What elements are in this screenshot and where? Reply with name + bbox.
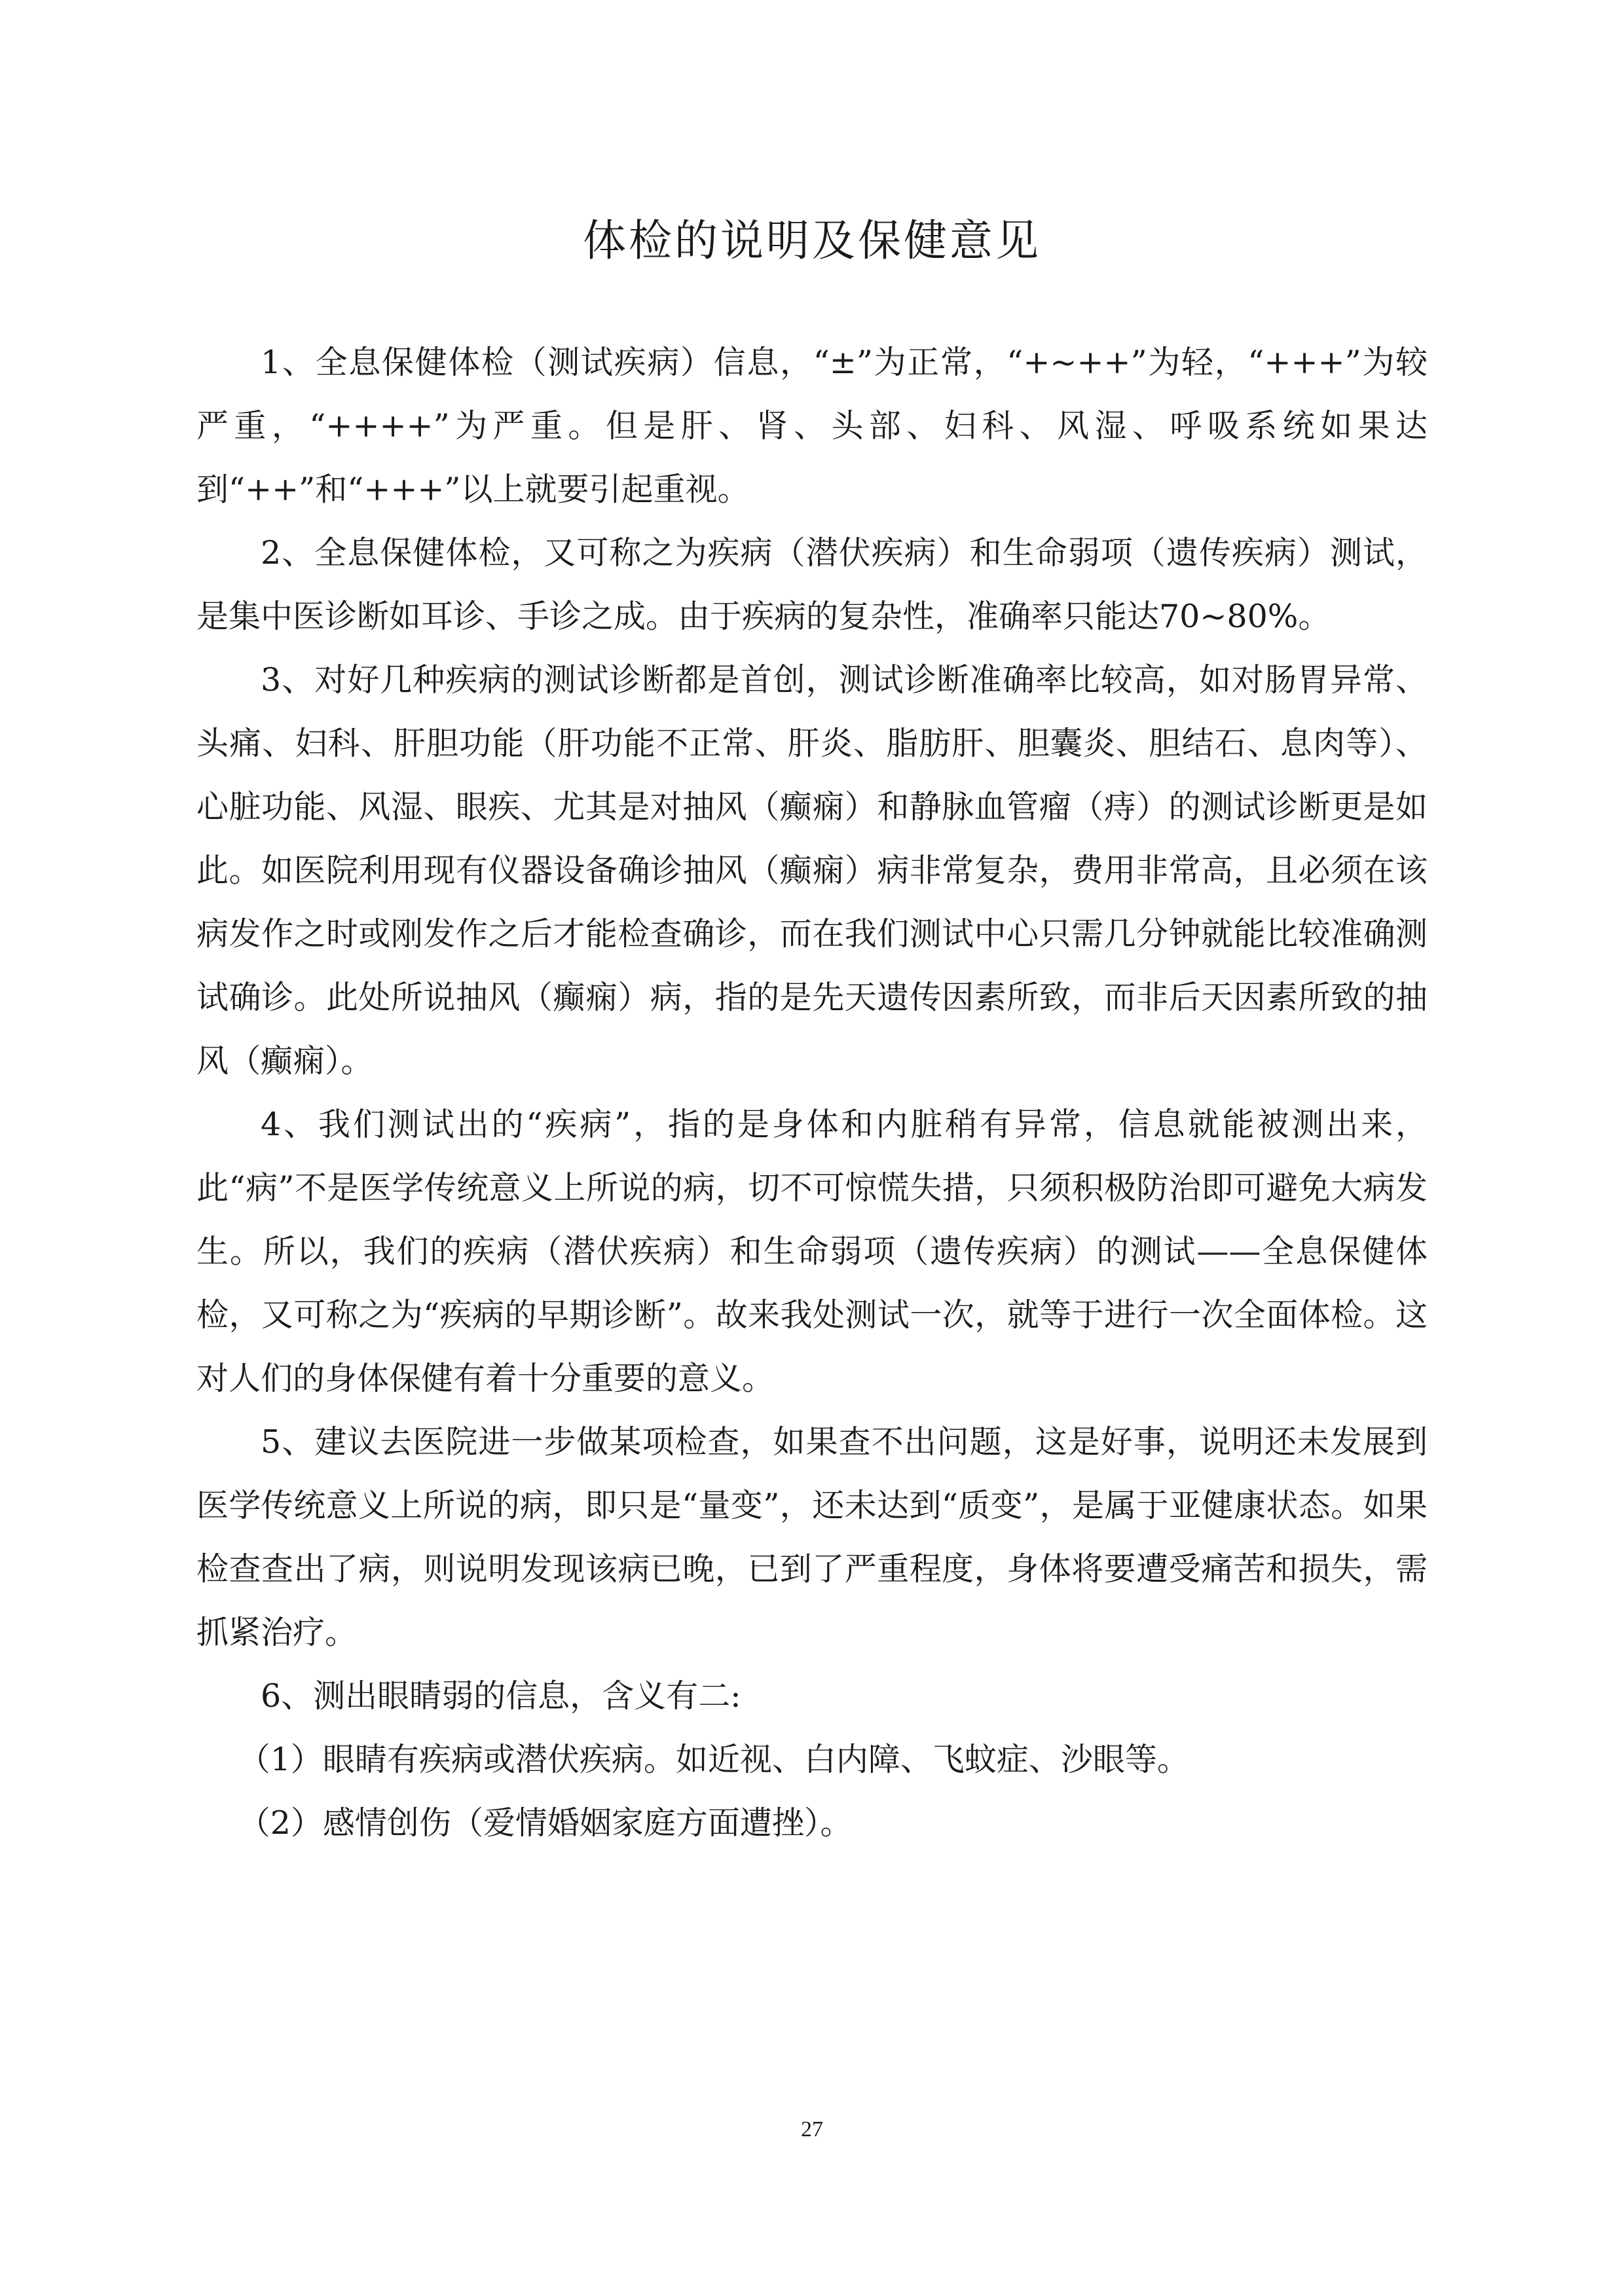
document-page xyxy=(196,0,1428,2296)
document-body xyxy=(196,331,1428,1855)
list-item: （2）感情创伤（爱情婚姻家庭方面遭挫）。 xyxy=(238,1804,853,1842)
paragraph-2: 2、全息保健体检，又可称之为疾病（潜伏疾病）和生命弱项（遗传疾病）测试，是集中医诊断如耳诊、手诊之成。由于疾病的复杂性，准确率只能达70~80%。 xyxy=(196,534,1428,635)
paragraph-5: 5、建议去医院进一步做某项检查，如果查不出问题，这是好事，说明还未发展到医学传统意义上所说的病，即只是“量变”，还未达到“质变”，是属于亚健康状态。如果检查查出了病，则说明发现该病已晚，已到了严重程度，身体将要遭受痛苦和损失，需抓紧治疗。 xyxy=(196,1423,1428,1651)
list-item: （1）眼睛有疾病或潜伏疾病。如近视、白内障、飞蚊症、沙眼等。 xyxy=(238,1741,1189,1778)
paragraph-4: 4、我们测试出的“疾病”，指的是身体和内脏稍有异常，信息就能被测出来，此“病”不是医学传统意义上所说的病，切不可惊慌失措，只须积极防治即可避免大病发生。所以，我们的疾病（潜伏疾病）和生命弱项（遗传疾病）的测试——全息保健体检，又可称之为“疾病的早期诊断”。故来我处测试一次，就等于进行一次全面体检。这对人们的身体保健有着十分重要的意义。 xyxy=(196,1106,1428,1397)
paragraph-6: 6、测出眼睛弱的信息，含义有二: xyxy=(261,1677,741,1715)
page-number: 27 xyxy=(801,2117,823,2141)
paragraph-3: 3、对好几种疾病的测试诊断都是首创，测试诊断准确率比较高，如对肠胃异常、头痛、妇科、肝胆功能（肝功能不正常、肝炎、脂肪肝、胆囊炎、胆结石、息肉等）、心脏功能、风湿、眼疾、尤其是对抽风（癫痫）和静脉血管瘤（痔）的测试诊断更是如此。如医院利用现有仪器设备确诊抽风（癫痫）病非常复杂，费用非常高，且必须在该病发作之时或刚发作之后才能检查确诊，而在我们测试中心只需几分钟就能比较准确测试确诊。此处所说抽风（癫痫）病，指的是先天遗传因素所致，而非后天因素所致的抽风（癫痫）。 xyxy=(196,661,1428,1080)
paragraph-1: 1、全息保健体检（测试疾病）信息，“±”为正常，“+~++”为轻，“+++”为较严重，“++++”为严重。但是肝、肾、头部、妇科、风湿、呼吸系统如果达到“++”和“+++”以上就要引起重视。 xyxy=(196,344,1428,508)
page-title: 体检的说明及保健意见 xyxy=(583,215,1041,266)
